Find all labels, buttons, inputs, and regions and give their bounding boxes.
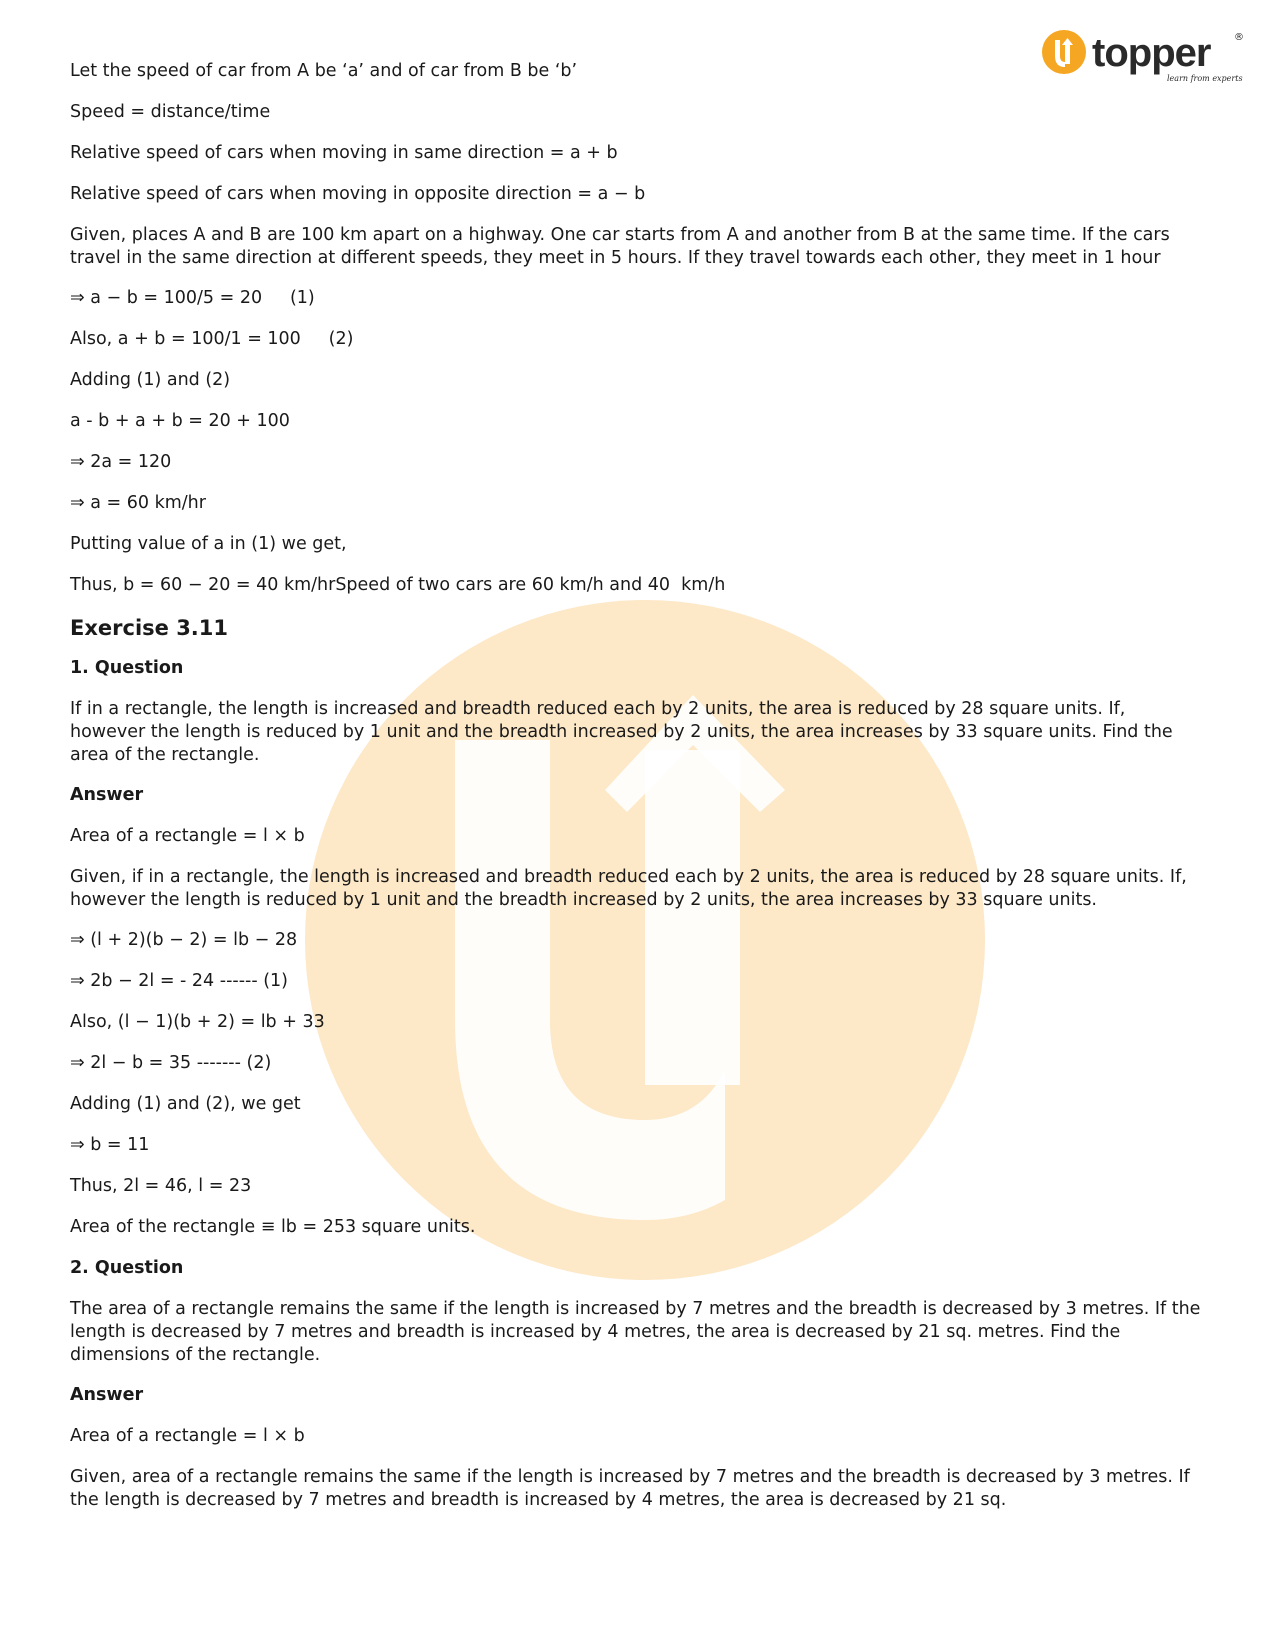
equation-line: Also, (l − 1)(b + 2) = lb + 33 [70,1012,325,1032]
text-line: Relative speed of cars when moving in opposite direction = a − b [70,184,646,204]
equation-line: ⇒ b = 11 [70,1135,150,1155]
question-text: The area of a rectangle remains the same if the length is increased by 7 metres and the breadth is decreased by 3 metres. If the length is decreased by 7 metres and breadth is increased by 4 metres, the area is decreased by 21 sq. metres. Find the dimensions of the rectangle. [70,1299,1201,1365]
text-paragraph: Given, places A and B are 100 km apart on a highway. One car starts from A and another from B at the same time. If the cars travel in the same direction at different speeds, they meet in 5 hours. If they travel towards each other, they meet in 1 hour [70,225,1170,268]
exercise-heading: Exercise 3.11 [70,616,229,640]
svg-text:learn from experts: learn from experts [1167,74,1243,83]
topper-logo [1040,26,1245,88]
equation-line: ⇒ (l + 2)(b − 2) = lb − 28 [70,930,298,950]
equation-line: Thus, 2l = 46, l = 23 [70,1176,252,1196]
equation-line: ⇒ 2a = 120 [70,452,172,472]
equation-line: ⇒ 2l − b = 35 ------- (2) [70,1053,272,1073]
equation-line: ⇒ a − b = 100/5 = 20 (1) [70,288,315,308]
page-content [70,60,1205,1529]
text-paragraph: Given, if in a rectangle, the length is increased and breadth reduced each by 2 units, the area is reduced by 28 square units. If, however the length is reduced by 1 unit and the breadth increased by 2 units, the area increases by 33 square units. [70,867,1187,910]
answer-heading: Answer [70,1385,144,1405]
equation-line: Thus, b = 60 − 20 = 40 km/hrSpeed of two cars are 60 km/h and 40 km/h [70,575,726,595]
text-line: Adding (1) and (2), we get [70,1094,301,1114]
equation-line: ⇒ 2b − 2l = - 24 ------ (1) [70,971,288,991]
equation-line: ⇒ a = 60 km/hr [70,493,206,513]
text-line: Let the speed of car from A be ‘a’ and of car from B be ‘b’ [70,61,578,81]
text-line: Adding (1) and (2) [70,370,231,390]
equation-line: Area of the rectangle ≡ lb = 253 square units. [70,1217,476,1237]
question-heading: 2. Question [70,1258,184,1278]
text-paragraph: Given, area of a rectangle remains the same if the length is increased by 7 metres and the breadth is decreased by 3 metres. If the length is decreased by 7 metres and breadth is increased by 4 metres, the area is decreased by 21 sq. [70,1467,1190,1510]
topper-logo-icon [1040,26,1245,88]
equation-line: a - b + a + b = 20 + 100 [70,411,290,431]
text-line: Relative speed of cars when moving in same direction = a + b [70,143,618,163]
equation-line: Area of a rectangle = l × b [70,1426,305,1446]
equation-line: Also, a + b = 100/1 = 100 (2) [70,329,354,349]
svg-text:topper: topper [1092,31,1211,75]
text-line: Putting value of a in (1) we get, [70,534,347,554]
svg-text:®: ® [1234,32,1244,43]
question-heading: 1. Question [70,658,184,678]
text-line: Speed = distance/time [70,102,271,122]
answer-heading: Answer [70,785,144,805]
equation-line: Area of a rectangle = l × b [70,826,305,846]
question-text: If in a rectangle, the length is increased and breadth reduced each by 2 units, the area is reduced by 28 square units. If, however the length is reduced by 1 unit and the breadth increased by 2 units, the area increases by 33 square units. Find the area of the rectangle. [70,699,1173,765]
